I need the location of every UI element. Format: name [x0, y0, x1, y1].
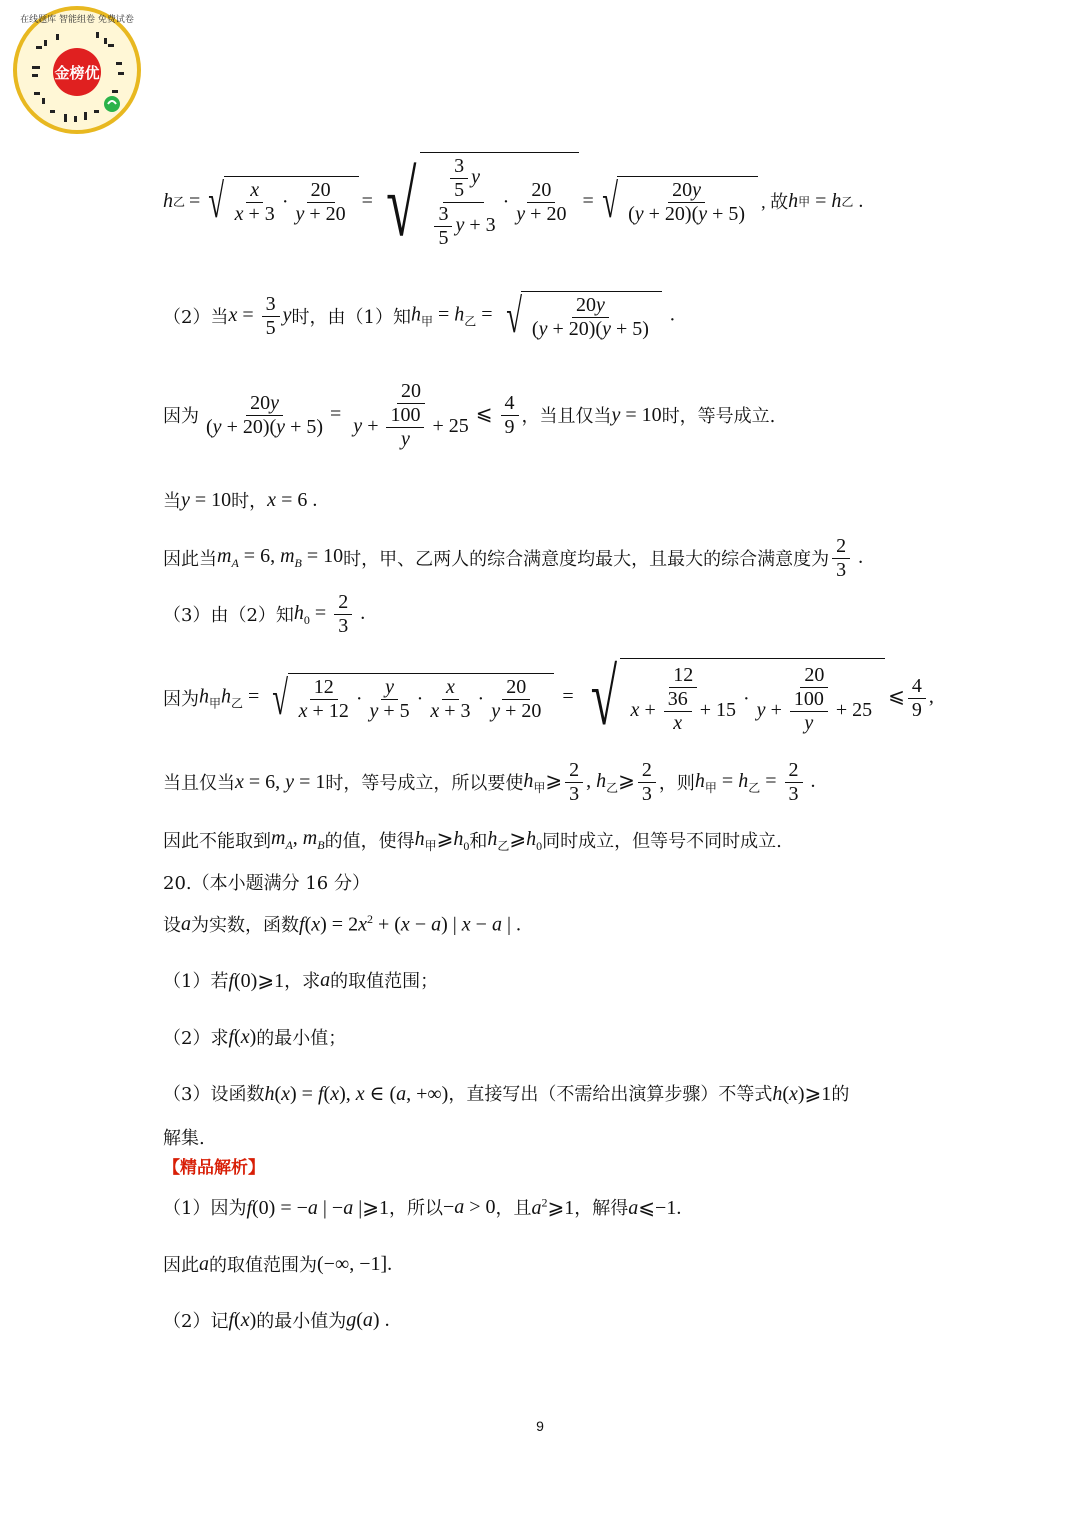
text-he: 和 — [469, 831, 488, 852]
q20-part3-cont — [163, 1123, 205, 1151]
text-q3-cont: 解集. — [163, 1128, 205, 1149]
text-a1b-prefix: 因此 — [163, 1255, 199, 1276]
conclusion-line: 因此不能取到 $m_A$, $m_B$ 的值，使得 $h_甲⩾h_0$ 和 $h_乙⩾h_0$ 同时成立，但等号不同时成立. — [163, 827, 782, 853]
logo-brand-text: 金榜优 — [54, 64, 100, 82]
text-suoyi: 时，等号成立，所以要使 — [325, 773, 524, 794]
product-line: 因为 $h_甲h_乙$ = √ $\frac{12}{x + 12}$ · $\frac{y}{y + 5}$ · $\frac{x}{x + 3}$ · $\frac{20}{y + 20}$ = √ 12 x + $\frac{36}{x}$ + 15 · 20 y + $\frac{100}{y}$ + 25 ⩽ $\frac{4}{9}$ , — [163, 654, 934, 742]
logo-ring-text: 在线题库 智能组卷 免费试卷 — [20, 15, 134, 25]
q20-part1: （1）若 f(0)⩾1 ，求 a 的取值范围； — [163, 968, 439, 992]
text-de-zhi: 的值，使得 — [324, 831, 415, 852]
text-dang-qie: 当且仅当 — [163, 773, 235, 794]
max-satisfaction-line: 因此当 $m_A = 6$, $m_B = 10$ 时，甲、乙两人的综合满意度均最大，且最大的综合满意度为 $\frac{2}{3}$ . — [163, 534, 864, 581]
text-p2-prefix: （2）当 — [163, 307, 229, 328]
q20-part2: （2）求 f(x) 的最小值； — [163, 1025, 347, 1049]
text-shi-comma: 时， — [231, 491, 268, 512]
text-dang: 当 — [163, 491, 181, 512]
analysis-heading — [163, 1152, 265, 1178]
text-q1-mid: ，求 — [284, 971, 321, 992]
text-q3-prefix: （3）设函数 — [163, 1084, 265, 1105]
q20-part3: （3）设函数 h(x) = f(x), x ∈ (a, +∞) ，直接写出（不需给出演算步骤）不等式 h(x)⩾1 的 — [163, 1079, 849, 1107]
q20-title-text: 20.（本小题满分 16 分） — [163, 873, 370, 894]
text-p3-suffix: ，当且仅当 — [521, 406, 612, 427]
text-p2-mid: 时，由（1）知 — [291, 307, 411, 328]
jinbangyou-logo — [8, 0, 146, 134]
text-a2-mid: 的最小值为 — [256, 1311, 347, 1332]
text-yinwei: 因为 — [163, 406, 199, 427]
q20-title — [163, 868, 370, 896]
text-q20-she: 设 — [163, 915, 181, 936]
inequality-line: 因为 $\frac{20y}{(y + 20)(y + 5)}$ = 20 y + $\frac{100}{y}$ + 25 ⩽ $\frac{4}{9}$ ，当且仅当 y = 10 时，等号成立. — [163, 379, 776, 450]
part2-line: （2）当 x = $\frac{3}{5}$ y 时，由（1）知 $h_甲 = h_乙$ = √ $\frac{20y}{(y + 20)(y + 5)}$ . — [163, 290, 675, 343]
text-q3-end: 的 — [831, 1084, 850, 1105]
text-q1-suffix: 的取值范围； — [330, 971, 439, 992]
text-q3-mid: ，直接写出（不需给出演算步骤）不等式 — [448, 1084, 773, 1105]
text-a1-jie: ，解得 — [574, 1198, 629, 1219]
text-a2-prefix: （2）记 — [163, 1311, 229, 1332]
answer1-line: （1）因为 f(0) = −a | −a |⩾1 ，所以 −a > 0 ，且 $a^2⩾1$ ，解得 a⩽−1. — [163, 1194, 682, 1219]
text-q1-prefix: （1）若 — [163, 971, 229, 992]
text-same-time: 同时成立，但等号不同时成立. — [542, 831, 782, 852]
analysis-heading-text: 【精品解析】 — [163, 1157, 265, 1178]
text-p3-3-prefix: （3）由（2）知 — [163, 605, 294, 626]
answer2-line: （2）记 f(x) 的最小值为 g(a) . — [163, 1308, 390, 1332]
text-q2-suffix: 的最小值； — [256, 1028, 347, 1049]
text-a1-prefix: （1）因为 — [163, 1198, 247, 1219]
text-q2-prefix: （2）求 — [163, 1028, 229, 1049]
page-number: 9 — [536, 1418, 544, 1434]
part3-line: （3）由（2）知 $h_0$ = $\frac{2}{3}$ . — [163, 590, 366, 637]
text-gu: , 故 — [761, 192, 789, 212]
text-a1-qie: ，且 — [495, 1198, 532, 1219]
text-q20-real: 为实数，函数 — [191, 915, 299, 936]
text-cannot: 因此不能取到 — [163, 831, 271, 852]
text-a1-mid: ，所以 — [388, 1198, 443, 1219]
text-ze: ，则 — [658, 773, 695, 794]
text-max: 时，甲、乙两人的综合满意度均最大，且最大的综合满意度为 — [343, 549, 830, 570]
eq-h-yi-line: h 乙 = √ $\frac{x}{x + 3}$ · $\frac{20}{y + 20}$ = √ $\frac{3}{5}$ y $\frac{3}{5}$ y + 3 · $\frac{20}{y + 20}$ = √ $\frac{20y}{(y + 20)(y + 5)}$ , 故 h 甲 = h 乙 . — [163, 153, 864, 255]
answer1b-line: 因此 a 的取值范围为 (−∞, −1]. — [163, 1252, 393, 1276]
condition-line: 当且仅当 x = 6, y = 1 时，等号成立，所以要使 $h_甲⩾$ $\frac{2}{3}$ , $h_乙⩾$ $\frac{2}{3}$ ，则 $h_甲 = h_乙$ = $\frac{2}{3}$ . — [163, 758, 816, 805]
text-a1b-mid: 的取值范围为 — [209, 1255, 317, 1276]
text-yinwei-2: 因为 — [163, 689, 199, 710]
text-shi-equal: 时，等号成立. — [661, 406, 776, 427]
text-yinci-dang: 因此当 — [163, 549, 217, 570]
y10-line: 当 y = 10 时， x = 6 . — [163, 488, 318, 512]
q20-function-line: 设 a 为实数，函数 $f(x) = 2x^2 + (x - a)$ | x − a | . — [163, 911, 521, 936]
